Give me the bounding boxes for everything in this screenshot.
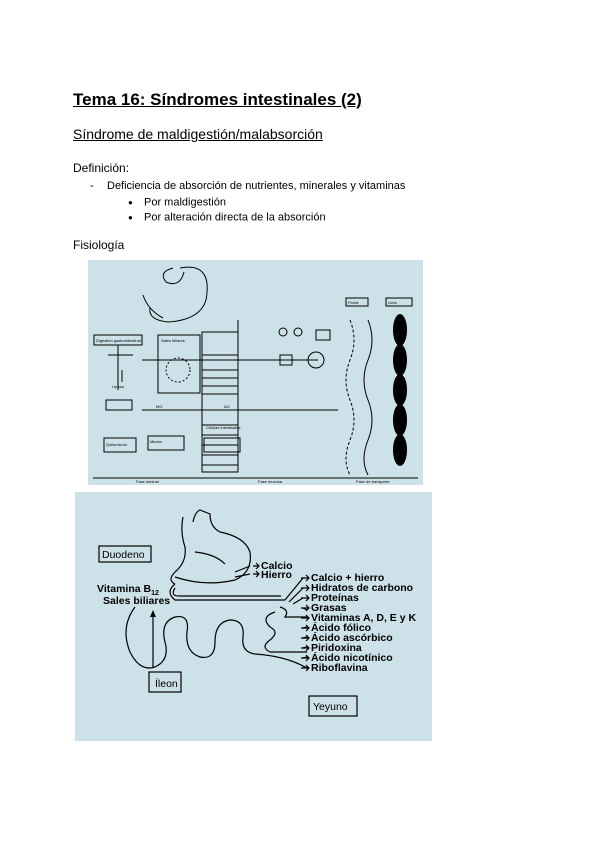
absorption-sites-figure [75, 492, 432, 741]
yeyuno-label: Yeyuno [313, 701, 348, 713]
membrane-wave [346, 320, 354, 475]
duodeno-nutrient: Hierro [261, 569, 292, 581]
bile-salts-box [158, 335, 200, 393]
micelle-circle [166, 358, 190, 382]
label-fase-mucosa: Fase mucosa [258, 479, 283, 484]
label-lipasa: Lipasa [112, 384, 124, 389]
label-linfa: Linfa [388, 300, 397, 305]
lymph-chain [393, 314, 407, 466]
bullet-item: ● Por alteración directa de la absorción [128, 211, 326, 224]
stomach-outline [175, 510, 250, 583]
dash-marker: - [90, 180, 94, 192]
yeyuno-nutrient: Hidratos de carbono [311, 582, 414, 594]
label-sales: Sales biliares [161, 338, 185, 343]
digestion-phases-figure [88, 260, 423, 485]
label-quilomicron: Quilomicrón [106, 442, 128, 447]
definition-bullets [128, 195, 326, 225]
duodeno-nutrient: Calcio [261, 560, 293, 572]
mucosa-column [202, 332, 241, 472]
absorption-sites-diagram [75, 492, 432, 741]
yeyuno-nutrient: Piridoxina [311, 642, 362, 654]
yeyuno-nutrient: Ácido fólico [311, 622, 372, 634]
page-title: Tema 16: Síndromes intestinales (2) [73, 90, 362, 109]
yeyuno-nutrient: Riboflavina [311, 662, 368, 674]
label-fase-transporte: Fase de transporte [356, 479, 390, 484]
stomach-shape [163, 268, 184, 284]
bullet-item: ● Por maldigestión [128, 196, 226, 209]
sales-biliares-label: Sales biliares [103, 595, 171, 607]
label-mg: MG [156, 404, 163, 409]
yeyuno-nutrient: Ácido nicotínico [311, 652, 393, 664]
yeyuno-nutrient: Proteínas [311, 592, 359, 604]
definition-item [90, 180, 405, 192]
label-micela: Micela [150, 439, 162, 444]
definition-label: Definición: [73, 161, 130, 175]
label-portal: Portal [348, 300, 359, 305]
label-gastrica: Digestión gastrointestinal [96, 338, 141, 343]
label-fase-luminal: Fase luminal [136, 479, 159, 484]
label-celulas: Células intestinales [206, 425, 241, 430]
section-subtitle: Síndrome de maldigestión/malabsorción [73, 126, 323, 142]
fisiologia-label: Fisiología [73, 238, 125, 252]
yeyuno-nutrient: Vitaminas A, D, E y K [311, 612, 417, 624]
bullet-dot-icon: ● [128, 213, 133, 222]
yeyuno-nutrient: Grasas [311, 602, 347, 614]
label-ag: AG [224, 404, 230, 409]
digestion-phases-diagram [88, 260, 423, 485]
duodeno-label: Duodeno [102, 549, 145, 561]
yeyuno-nutrient: Ácido ascórbico [311, 632, 393, 644]
ileon-label: Íleon [155, 678, 178, 690]
bullet-dot-icon: ● [128, 198, 133, 207]
yeyuno-nutrient: Calcio + hierro [311, 572, 385, 584]
definition-text: Deficiencia de absorción de nutrientes, minerales y vitaminas [107, 180, 406, 192]
vitamina-b-label: Vitamina $B_{12}$ [97, 583, 159, 597]
